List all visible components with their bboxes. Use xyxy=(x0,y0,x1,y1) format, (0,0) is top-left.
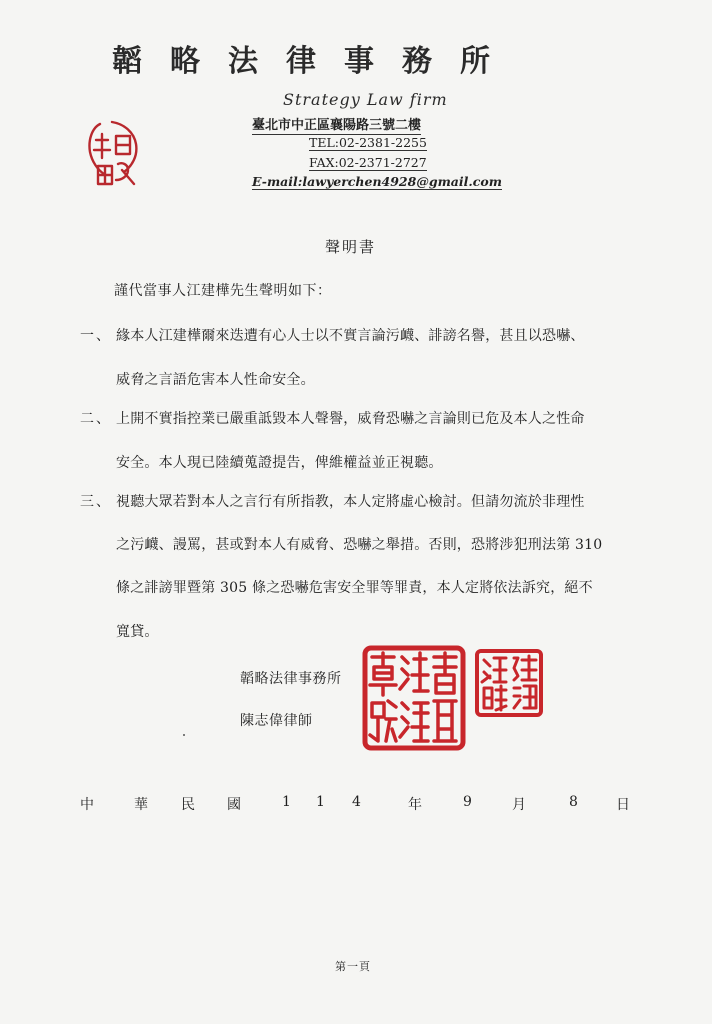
item-line: 條之誹謗罪暨第 305 條之恐嚇危害安全罪等罪責，本人定將依法訴究，絕不 xyxy=(116,580,593,596)
firm-name: 韜略法律事務所 xyxy=(112,44,518,79)
document-date xyxy=(0,794,712,814)
date-char: 1 xyxy=(316,794,325,810)
item-line: 上開不實指控業已嚴重詆毀本人聲譽，威脅恐嚇之言論則已危及本人之性命 xyxy=(116,411,585,427)
signature-firm: 韜略法律事務所 xyxy=(240,671,342,687)
firm-seal-stamp xyxy=(362,645,466,751)
date-char: 8 xyxy=(569,794,578,810)
firm-logo-seal-icon xyxy=(82,118,142,190)
item-line: 緣本人江建樺爾來迭遭有心人士以不實言論污衊、誹謗名譽，甚且以恐嚇、 xyxy=(116,328,585,344)
item-line: 威脅之言語危害本人性命安全。 xyxy=(116,372,315,388)
date-char: 民 xyxy=(181,797,195,813)
item-number: 二、 xyxy=(80,411,112,427)
date-char: 日 xyxy=(616,797,630,813)
page-number: 第一頁 xyxy=(335,960,371,973)
date-char: 年 xyxy=(408,797,422,813)
firm-address: 臺北市中正區襄陽路三號二樓 xyxy=(252,114,421,135)
item-line: 安全。本人現已陸續蒐證提告，俾維權益並正視聽。 xyxy=(116,455,443,471)
lawyer-seal-stamp xyxy=(474,648,544,718)
item-number: 三、 xyxy=(80,494,112,510)
signature-lawyer: 陳志偉律師 xyxy=(240,713,313,729)
item-line: 寬貸。 xyxy=(116,624,159,640)
firm-name-english: Strategy Law firm xyxy=(283,90,448,109)
firm-telephone: TEL:02-2381-2255 xyxy=(309,135,427,150)
date-char: 華 xyxy=(134,797,148,813)
item-line: 之污衊、謾罵，甚或對本人有威脅、恐嚇之舉措。否則，恐將涉犯刑法第 310 xyxy=(116,537,603,553)
item-number: 一、 xyxy=(80,328,112,344)
ink-dot xyxy=(183,734,185,736)
firm-email: E-mail:lawyerchen4928@gmail.com xyxy=(252,174,502,189)
date-char: 4 xyxy=(352,794,361,810)
date-char: 國 xyxy=(227,797,241,813)
statement-intro: 謹代當事人江建樺先生聲明如下： xyxy=(114,283,332,299)
item-line: 視聽大眾若對本人之言行有所指教，本人定將虛心檢討。但請勿流於非理性 xyxy=(116,494,585,510)
date-char: 月 xyxy=(512,797,526,813)
date-char: 1 xyxy=(282,794,291,810)
firm-fax: FAX:02-2371-2727 xyxy=(309,155,427,170)
date-char: 9 xyxy=(463,794,472,810)
date-char: 中 xyxy=(80,797,94,813)
document-title: 聲明書 xyxy=(325,238,377,256)
